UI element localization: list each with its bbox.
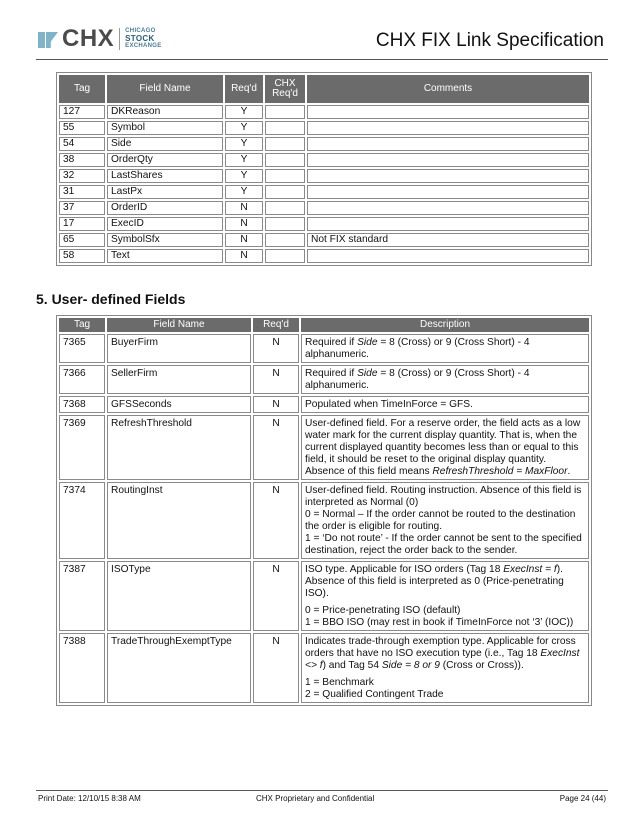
table-header-row [59, 318, 589, 332]
chx-reqd-cell [265, 137, 305, 151]
reqd-cell: Y [225, 137, 263, 151]
comments-cell [307, 169, 589, 183]
comments-cell [307, 121, 589, 135]
field-name-cell: ExecID [107, 217, 223, 231]
comments-cell [307, 105, 589, 119]
print-date: Print Date: 12/10/15 8:38 AM [38, 794, 141, 803]
table-row [59, 233, 589, 247]
chx-logo-mark-icon [38, 29, 58, 49]
table-row [59, 153, 589, 167]
tag-cell: 54 [59, 137, 105, 151]
tag-cell: 7388 [59, 633, 105, 703]
field-name-cell: DKReason [107, 105, 223, 119]
reqd-cell: N [253, 396, 299, 413]
reqd-cell: N [225, 233, 263, 247]
col-header-field-name: Field Name [107, 318, 251, 332]
tag-cell: 7374 [59, 482, 105, 559]
field-name-cell: Symbol [107, 121, 223, 135]
tag-cell: 32 [59, 169, 105, 183]
logo-subtitle [125, 28, 161, 50]
field-name-cell: ISOType [107, 561, 251, 631]
reqd-cell: N [253, 365, 299, 394]
reqd-cell: N [225, 201, 263, 215]
fields-table [56, 72, 592, 266]
tag-cell: 31 [59, 185, 105, 199]
field-name-cell: BuyerFirm [107, 334, 251, 363]
tag-cell: 7365 [59, 334, 105, 363]
page-footer [36, 790, 608, 804]
field-name-cell: LastShares [107, 169, 223, 183]
tag-cell: 17 [59, 217, 105, 231]
reqd-cell: Y [225, 153, 263, 167]
tag-cell: 38 [59, 153, 105, 167]
chx-logo [38, 26, 162, 52]
tag-cell: 127 [59, 105, 105, 119]
field-name-cell: Side [107, 137, 223, 151]
logo-text: CHX [62, 25, 115, 52]
table-row [59, 415, 589, 480]
reqd-cell: Y [225, 121, 263, 135]
chx-reqd-cell [265, 105, 305, 119]
description-cell: Required if Side = 8 (Cross) or 9 (Cross Short) - 4 alphanumeric. [301, 334, 589, 363]
reqd-cell: N [253, 334, 299, 363]
description-cell: User-defined field. Routing instruction. Absence of this field is interpreted as Normal (0) 0 = Normal – If the order cannot be routed to the destination the order is eligible for routing. 1 = ‘Do not route’ - If the order cannot be sent to the specified destination, reject the order back to the sender. [301, 482, 589, 559]
reqd-cell: N [253, 415, 299, 480]
table-row [59, 217, 589, 231]
comments-cell: Not FIX standard [307, 233, 589, 247]
comments-cell [307, 217, 589, 231]
col-header-field-name: Field Name [107, 75, 223, 103]
col-header-chx-reqd: CHX Req'd [265, 75, 305, 103]
reqd-cell: N [225, 249, 263, 263]
description-cell: Indicates trade-through exemption type. Applicable for cross orders that have no ISO execution type (i.e., Tag 18 ExecInst <> f) and Tag 54 Side = 8 or 9 (Cross or Cross)). 1 = Benchmark 2 = Qualified Contingent Trade [301, 633, 589, 703]
confidentiality-note: CHX Proprietary and Confidential [256, 794, 375, 803]
col-header-reqd: Req'd [253, 318, 299, 332]
chx-reqd-cell [265, 121, 305, 135]
col-header-reqd: Req'd [225, 75, 263, 103]
chx-reqd-cell [265, 169, 305, 183]
field-name-cell: Text [107, 249, 223, 263]
field-name-cell: RefreshThreshold [107, 415, 251, 480]
tag-cell: 37 [59, 201, 105, 215]
table-row [59, 137, 589, 151]
tag-cell: 7369 [59, 415, 105, 480]
reqd-cell: N [225, 217, 263, 231]
reqd-cell: Y [225, 169, 263, 183]
comments-cell [307, 137, 589, 151]
field-name-cell: RoutingInst [107, 482, 251, 559]
tag-cell: 58 [59, 249, 105, 263]
table-header-row [59, 75, 589, 103]
table-row [59, 396, 589, 413]
table-row [59, 249, 589, 263]
field-name-cell: OrderQty [107, 153, 223, 167]
tag-cell: 55 [59, 121, 105, 135]
table-row [59, 105, 589, 119]
description-cell: Required if Side = 8 (Cross) or 9 (Cross Short) - 4 alphanumeric. [301, 365, 589, 394]
page-header [36, 22, 608, 60]
tag-cell: 7368 [59, 396, 105, 413]
table-row [59, 169, 589, 183]
reqd-cell: N [253, 482, 299, 559]
logo-sub-line-1: CHICAGO [125, 28, 156, 34]
comments-cell [307, 249, 589, 263]
field-name-cell: SellerFirm [107, 365, 251, 394]
table-row [59, 365, 589, 394]
table-row [59, 482, 589, 559]
col-header-tag: Tag [59, 75, 105, 103]
user-defined-fields-table [56, 315, 592, 706]
table-row [59, 561, 589, 631]
reqd-cell: Y [225, 105, 263, 119]
chx-reqd-cell [265, 153, 305, 167]
reqd-cell: Y [225, 185, 263, 199]
col-header-description: Description [301, 318, 589, 332]
logo-divider [119, 28, 120, 50]
field-name-cell: SymbolSfx [107, 233, 223, 247]
tag-cell: 7366 [59, 365, 105, 394]
description-cell: ISO type. Applicable for ISO orders (Tag 18 ExecInst = f). Absence of this field is interpreted as 0 (Price-penetrating ISO). 0 = Price-penetrating ISO (default) 1 = BBO ISO (may rest in book if TimeInForce not ‘3’ (IOC)) [301, 561, 589, 631]
tag-cell: 65 [59, 233, 105, 247]
logo-sub-line-3: EXCHANGE [125, 43, 162, 49]
chx-reqd-cell [265, 249, 305, 263]
field-name-cell: LastPx [107, 185, 223, 199]
tag-cell: 7387 [59, 561, 105, 631]
description-cell: Populated when TimeInForce = GFS. [301, 396, 589, 413]
description-cell: User-defined field. For a reserve order, the field acts as a low water mark for the current display quantity. That is, when the current displayed quantity becomes less than or equal to this field, it should be reset to the original display quantity. Absence of this field means RefreshThreshold = MaxFloor. [301, 415, 589, 480]
comments-cell [307, 185, 589, 199]
document-title: CHX FIX Link Specification [375, 30, 604, 51]
logo-sub-line-2: STOCK [125, 34, 155, 43]
chx-reqd-cell [265, 217, 305, 231]
comments-cell [307, 153, 589, 167]
comments-cell [307, 201, 589, 215]
chx-reqd-cell [265, 185, 305, 199]
reqd-cell: N [253, 633, 299, 703]
field-name-cell: TradeThroughExemptType [107, 633, 251, 703]
col-header-comments: Comments [307, 75, 589, 103]
col-header-tag: Tag [59, 318, 105, 332]
field-name-cell: GFSSeconds [107, 396, 251, 413]
chx-reqd-cell [265, 201, 305, 215]
section-heading: 5. User- defined Fields [36, 291, 186, 307]
page-number: Page 24 (44) [559, 794, 606, 803]
table-row [59, 334, 589, 363]
table-row [59, 121, 589, 135]
reqd-cell: N [253, 561, 299, 631]
table-row [59, 185, 589, 199]
table-row [59, 201, 589, 215]
field-name-cell: OrderID [107, 201, 223, 215]
chx-reqd-cell [265, 233, 305, 247]
table-row [59, 633, 589, 703]
